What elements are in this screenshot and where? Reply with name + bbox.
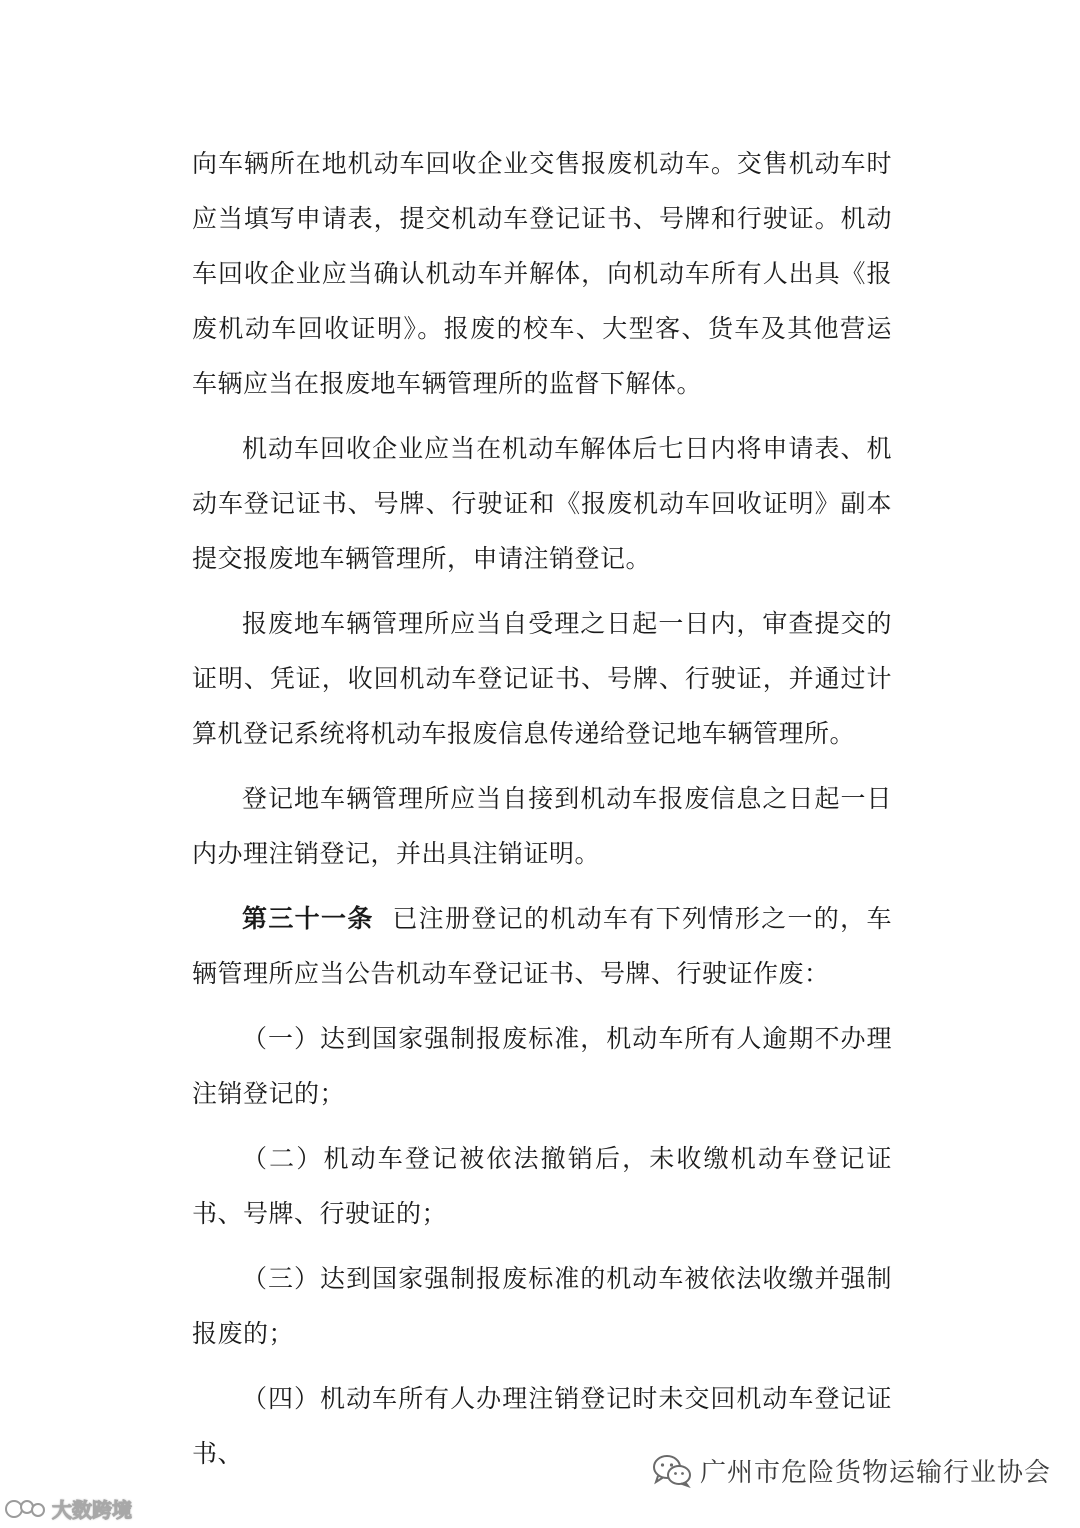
wechat-icon <box>652 1454 692 1488</box>
corner-watermark-text: 大数跨境 <box>52 1498 132 1522</box>
paragraph-continuation: 向车辆所在地机动车回收企业交售报废机动车。交售机动车时应当填写申请表，提交机动车登记证书、号牌和行驶证。机动车回收企业应当确认机动车并解体，向机动车所有人出具《报废机动车回收证明》。报废的校车、大型客、货车及其他营运车辆应当在报废地车辆管理所的监督下解体。 <box>192 149 892 398</box>
article-paragraph <box>192 891 892 1001</box>
paragraph: 登记地车辆管理所应当自接到机动车报废信息之日起一日内办理注销登记，并出具注销证明。 <box>192 784 892 868</box>
wechat-account-watermark <box>652 1452 1051 1489</box>
article-text: 已注册登记的机动车有下列情形之一的，车辆管理所应当公告机动车登记证书、号牌、行驶证作废： <box>192 904 892 988</box>
wechat-account-name: 广州市危险货物运输行业协会 <box>700 1458 1052 1488</box>
paragraph: 报废地车辆管理所应当自受理之日起一日内，审查提交的证明、凭证，收回机动车登记证书、号牌、行驶证，并通过计算机登记系统将机动车报废信息传递给登记地车辆管理所。 <box>192 609 892 748</box>
corner-watermark <box>4 1494 132 1523</box>
document-body <box>192 136 892 1491</box>
list-item: （一）达到国家强制报废标准，机动车所有人逾期不办理注销登记的； <box>192 1024 892 1108</box>
article-number-label: 第三十一条 <box>242 904 374 933</box>
paragraph: 机动车回收企业应当在机动车解体后七日内将申请表、机动车登记证书、号牌、行驶证和《报废机动车回收证明》副本提交报废地车辆管理所，申请注销登记。 <box>192 434 892 573</box>
list-item: （四）机动车所有人办理注销登记时未交回机动车登记证书、 <box>192 1384 892 1468</box>
list-item: （二）机动车登记被依法撤销后，未收缴机动车登记证书、号牌、行驶证的； <box>192 1144 892 1228</box>
list-item: （三）达到国家强制报废标准的机动车被依法收缴并强制报废的； <box>192 1264 892 1348</box>
bubble-logo-icon <box>4 1497 48 1521</box>
